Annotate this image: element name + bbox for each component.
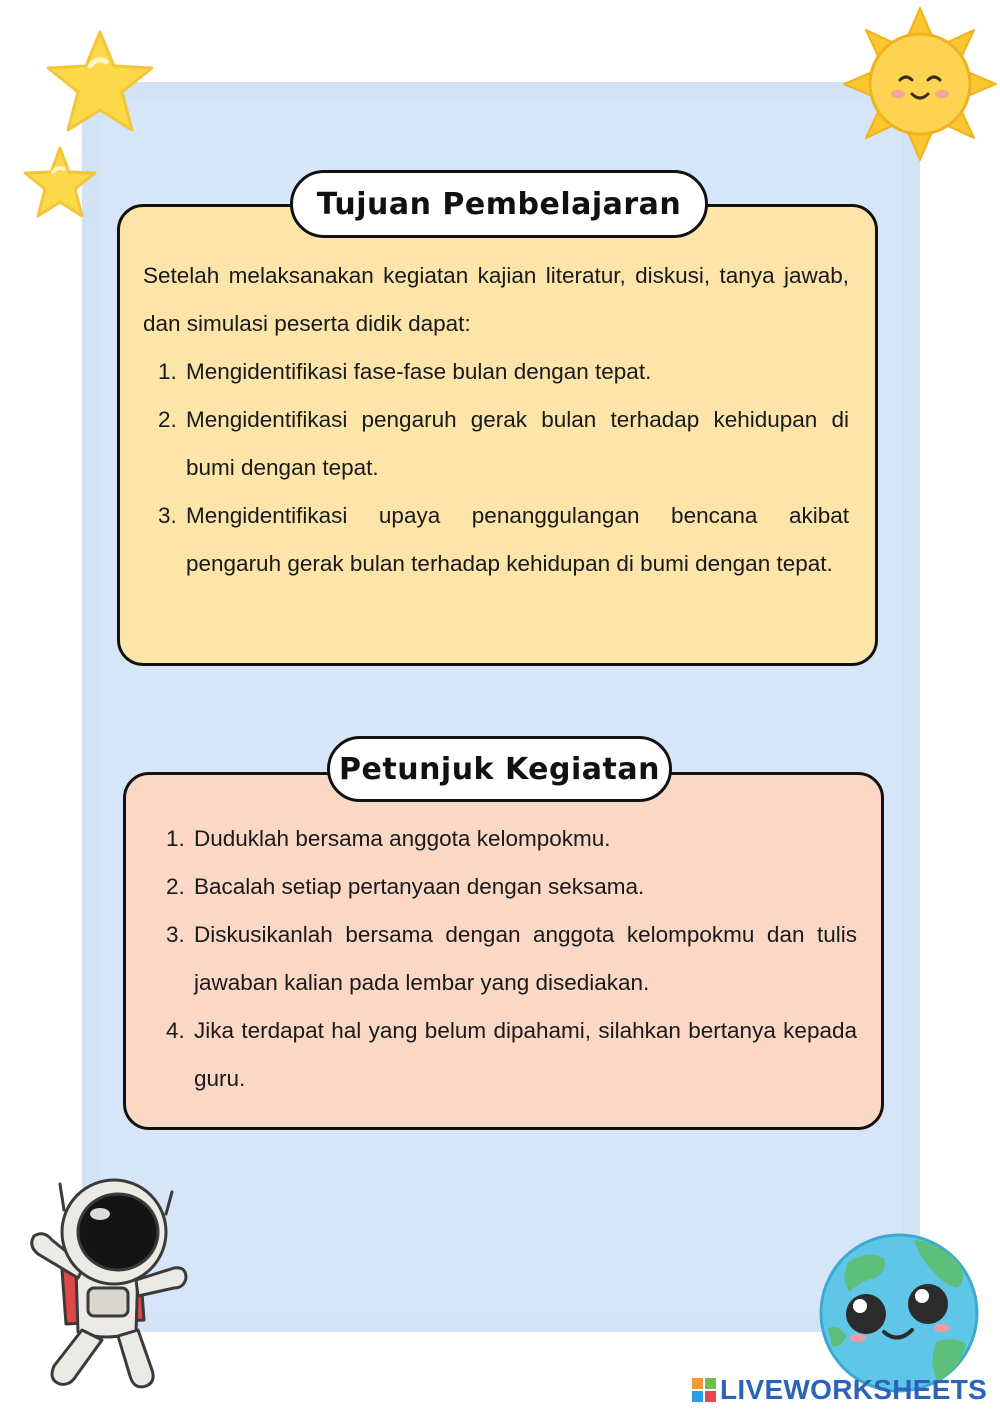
- activity-instructions-list: [166, 815, 857, 1103]
- learning-objectives-intro: Setelah melaksanakan kegiatan kajian literatur, diskusi, tanya jawab, dan simulasi peserta didik dapat:: [143, 263, 849, 336]
- big-star-icon: [40, 26, 160, 138]
- activity-instructions-title: Petunjuk Kegiatan: [327, 736, 672, 802]
- brand-name: LIVEWORKSHEETS: [720, 1374, 988, 1405]
- list-item: 1. Mengidentifikasi fase-fase bulan dengan tepat.: [158, 359, 652, 384]
- list-item: 2. Mengidentifikasi pengaruh gerak bulan terhadap kehidupan di bumi dengan tepat.: [158, 407, 849, 480]
- list-item: 3. Diskusikanlah bersama dengan anggota kelompokmu dan tulis jawaban kalian pada lembar yang disediakan.: [166, 922, 857, 995]
- learning-objectives-title: Tujuan Pembelajaran: [290, 170, 708, 238]
- astronaut-icon: [14, 1170, 194, 1400]
- list-item: 4. Jika terdapat hal yang belum dipahami, silahkan bertanya kepada guru.: [166, 1018, 857, 1091]
- learning-objectives-list: [158, 348, 849, 588]
- brand-logo: [692, 1372, 987, 1408]
- list-item: 1. Duduklah bersama anggota kelompokmu.: [166, 826, 611, 851]
- small-star-icon: [20, 144, 100, 224]
- list-item: 3. Mengidentifikasi upaya penanggulangan bencana akibat pengaruh gerak bulan terhadap kehidupan di bumi dengan tepat.: [158, 503, 849, 576]
- earth-icon: [818, 1232, 980, 1394]
- liveworksheets-logo-icon: [692, 1378, 716, 1402]
- list-item: 2. Bacalah setiap pertanyaan dengan seksama.: [166, 874, 645, 899]
- sun-icon: [842, 6, 998, 162]
